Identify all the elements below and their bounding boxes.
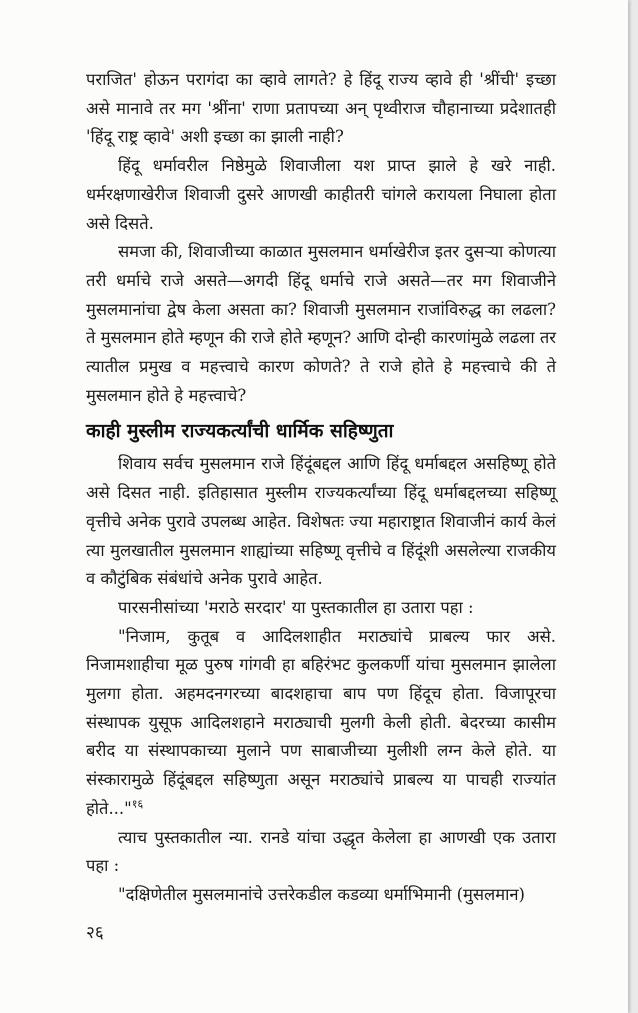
paragraph-3: समजा की, शिवाजीच्या काळात मुसलमान धर्माखेरीज इतर दुसऱ्या कोणत्या तरी धर्माचे राजे असते—अगदी हिंदू धर्माचे राजे असते—तर मग शिवाजीने मुसलमानांचा द्वेष केला असता का? शिवाजी मुसलमान राजांविरुद्ध का लढला? ते मुसलमान होते म्हणून की राजे होते म्हणून? आणि दोन्ही कारणांमुळे लढला तर त्यातील प्रमुख व महत्त्वाचे कारण कोणते? ते राजे होते हे महत्त्वाचे की ते मुसलमान होते हे महत्त्वाचे? [86,242,556,405]
paragraph-7: त्याच पुस्तकातील न्या. रानडे यांचा उद्धृत केलेला हा आणखी एक उतारा पहा : [86,827,556,876]
paragraph-2: हिंदू धर्मावरील निष्ठेमुळे शिवाजीला यश प्राप्त झाले हे खरे नाही. धर्मरक्षणाखेरीज शिवाजी दुसरे आणखी काहीतरी चांगले करायला निघाला होता असे दिसते. [86,156,556,233]
quote-text-1: "निजाम, कुतूब व आदिलशाहीत मराठ्यांचे प्राबल्य फार असे. निजामशाहीचा मूळ पुरुष गांगवी हा बहिरंभट कुलकर्णी यांचा मुसलमान झालेला मुलगा होता. अहमदनगरच्या बादशहाचा बाप पण हिंदूच होता. विजापूरचा संस्थापक युसूफ आदिलशहाने मराठ्याची मुलगी केली होती. बेदरच्या कासीम बरीद या संस्थापकाच्या मुलाने पण साबाजीच्या मुलीशी लग्न केले होते. या संस्कारामुळे हिंदूंबद्दल सहिष्णुता असून मराठ्यांचे प्राबल्य या पाचही राज्यांत होते..." [86,626,556,818]
page-number: २६ [86,923,104,943]
quote-paragraph-2: "दक्षिणेतील मुसलमानांचे उत्तरेकडील कडव्या धर्माभिमानी (मुसलमान) [118,884,525,904]
paragraph-1: पराजित' होऊन परागंदा का व्हावे लागते? हे हिंदू राज्य व्हावे ही 'श्रींची' इच्छा असे मानावे तर मग 'श्रींना' राणा प्रतापच्या अन् पृथ्वीराज चौहानाच्या प्रदेशातही 'हिंदू राष्ट्र व्हावे' अशी इच्छा का झाली नाही? [86,70,556,147]
footnote-marker: १६ [131,797,144,811]
section-heading: काही मुस्लीम राज्यकर्त्यांची धार्मिक सहिष्णुता [86,420,394,443]
page-body [86,66,556,910]
quote-paragraph-1 [86,623,556,824]
paragraph-4: शिवाय सर्वच मुसलमान राजे हिंदूंबद्दल आणि हिंदू धर्माबद्दल असहिष्णू होते असे दिसत नाही. इतिहासात मुस्लीम राज्यकर्त्यांच्या हिंदू धर्माबद्दलच्या सहिष्णू वृत्तीचे अनेक पुरावे उपलब्ध आहेत. विशेषतः ज्या महाराष्ट्रात शिवाजीनं कार्य केलं त्या मुलखातील मुसलमान शाह्यांच्या सहिष्णू वृत्तीचे व हिंदूंशी असलेल्या राजकीय व कौटुंबिक संबंधांचे अनेक पुरावे आहेत. [86,454,556,589]
paragraph-5: पारसनीसांच्या 'मराठे सरदार' या पुस्तकातील हा उतारा पहा : [118,597,474,617]
